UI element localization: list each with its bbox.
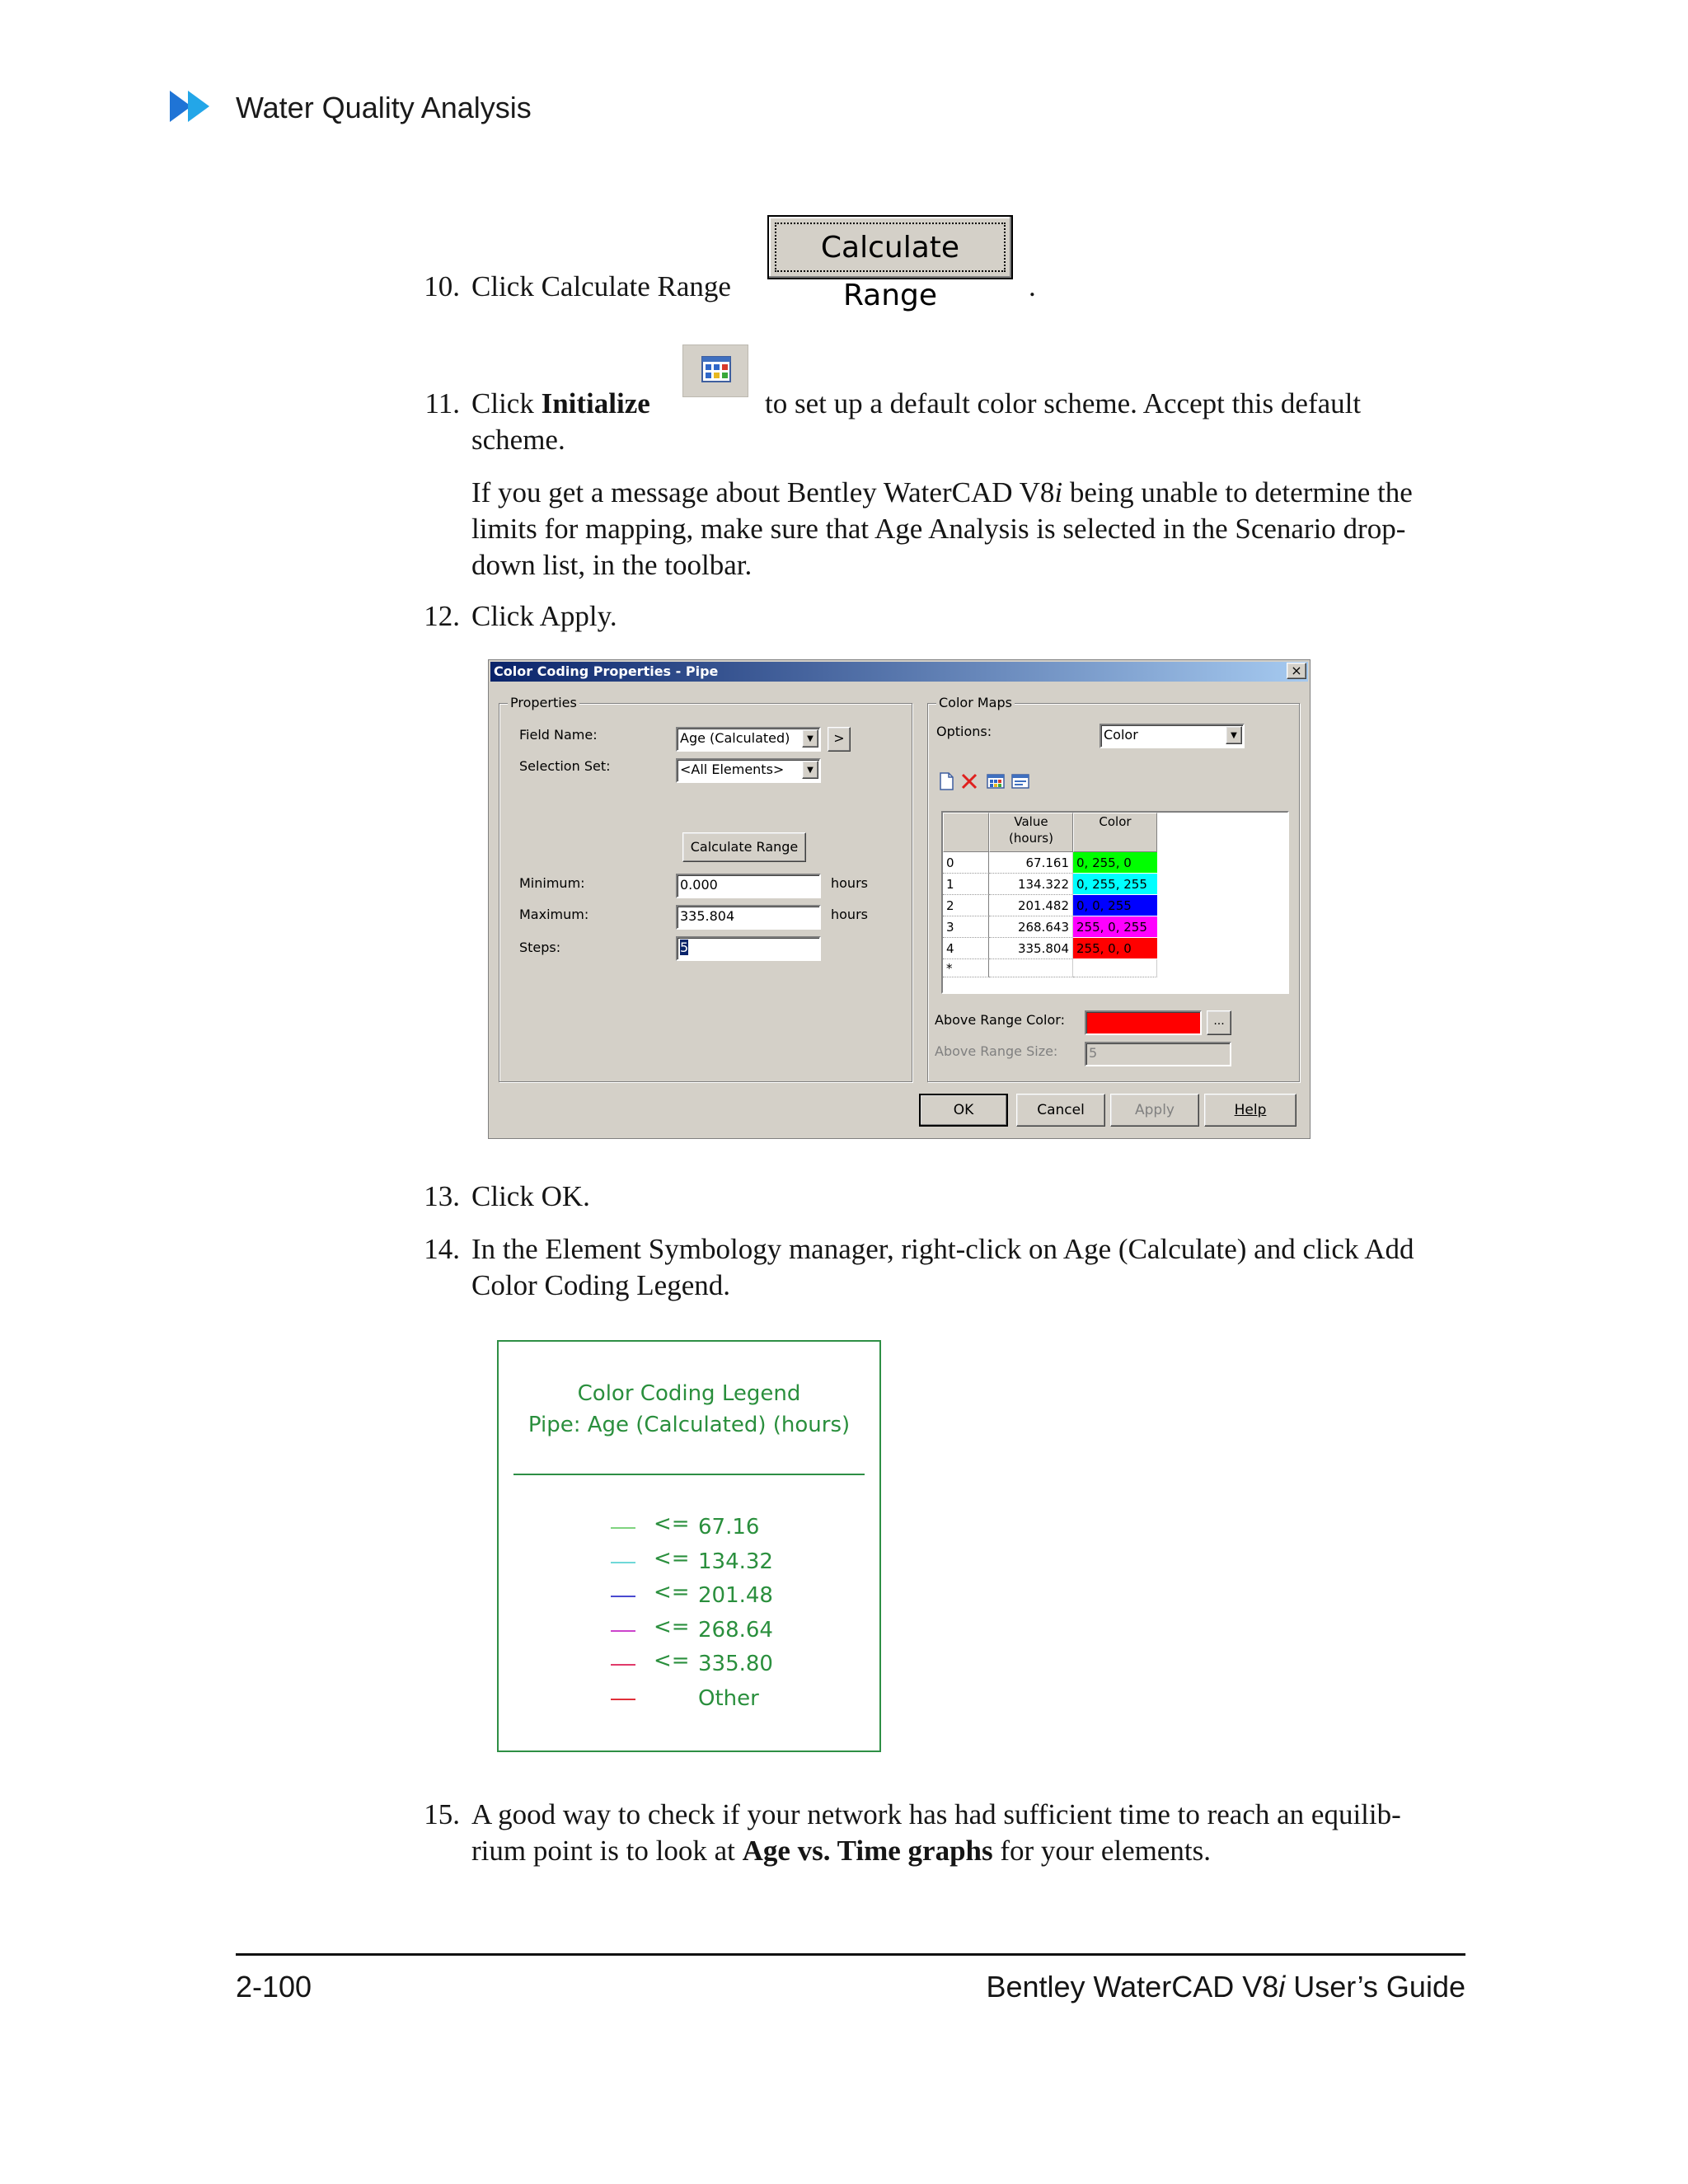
above-range-size-label: Above Range Size: bbox=[935, 1043, 1058, 1059]
help-button[interactable]: Help bbox=[1204, 1094, 1296, 1127]
row-value[interactable]: 268.643 bbox=[989, 916, 1073, 938]
selection-set-label: Selection Set: bbox=[519, 758, 611, 774]
legend-swatch-line bbox=[611, 1699, 635, 1700]
note-line2: limits for mapping, make sure that Age Analysis is selected in the Scenario drop- bbox=[471, 513, 1406, 545]
legend-operator: <= bbox=[654, 1580, 690, 1605]
row-value[interactable]: 67.161 bbox=[989, 852, 1073, 874]
row-index: 1 bbox=[943, 874, 989, 895]
legend-value: 134.32 bbox=[698, 1549, 773, 1574]
new-icon[interactable] bbox=[936, 771, 956, 791]
step-number: 10. bbox=[424, 270, 460, 302]
legend-swatch-line bbox=[611, 1630, 635, 1632]
row-index: 2 bbox=[943, 895, 989, 916]
row-color[interactable]: 0, 0, 255 bbox=[1073, 895, 1157, 916]
options-value: Color bbox=[1104, 727, 1138, 743]
double-arrow-icon bbox=[170, 89, 221, 124]
row-index: 0 bbox=[943, 852, 989, 874]
initialize-icon[interactable] bbox=[986, 771, 1006, 791]
selection-set-value: <All Elements> bbox=[680, 762, 785, 777]
chevron-down-icon[interactable]: ▼ bbox=[1226, 726, 1242, 744]
minimum-label: Minimum: bbox=[519, 875, 585, 891]
field-name-value: Age (Calculated) bbox=[680, 730, 790, 746]
chevron-down-icon[interactable]: ▼ bbox=[802, 729, 818, 748]
options-label: Options: bbox=[936, 724, 992, 739]
color-maps-group-label: Color Maps bbox=[936, 695, 1015, 710]
step-text-continued: to set up a default color scheme. Accept this default bbox=[765, 387, 1362, 419]
step-text: Click Calculate Range bbox=[471, 270, 731, 302]
legend-swatch-line bbox=[611, 1596, 635, 1597]
step-text-line1: In the Element Symbology manager, right-click on Age (Calculate) and click Add bbox=[471, 1233, 1414, 1265]
ok-button[interactable]: OK bbox=[919, 1094, 1008, 1127]
legend-value: 67.16 bbox=[698, 1515, 760, 1540]
row-color[interactable]: 255, 0, 0 bbox=[1073, 938, 1157, 959]
calculate-range-button-image bbox=[767, 215, 1013, 312]
calculate-range-button-label: Calculate Range bbox=[775, 223, 1006, 272]
legend-swatch-line bbox=[611, 1562, 635, 1563]
row-index: 4 bbox=[943, 938, 989, 959]
calculate-range-button[interactable]: Calculate Range bbox=[682, 832, 806, 862]
delete-icon[interactable] bbox=[959, 771, 979, 791]
properties-icon[interactable] bbox=[1010, 771, 1030, 791]
step-number: 11. bbox=[424, 387, 460, 419]
color-coding-properties-dialog bbox=[488, 659, 1311, 1139]
legend-value: Other bbox=[698, 1685, 759, 1711]
row-index: 3 bbox=[943, 916, 989, 938]
new-row-color[interactable] bbox=[1073, 959, 1157, 977]
guide-title: Bentley WaterCAD V8i User’s Guide bbox=[986, 1970, 1465, 2004]
row-color[interactable]: 255, 0, 255 bbox=[1073, 916, 1157, 938]
step-text: Click OK. bbox=[471, 1180, 590, 1212]
step-number: 13. bbox=[424, 1180, 460, 1212]
minimum-unit: hours bbox=[831, 875, 868, 891]
field-name-select[interactable] bbox=[676, 727, 821, 752]
field-name-label: Field Name: bbox=[519, 727, 598, 743]
legend-value: 335.80 bbox=[698, 1652, 773, 1676]
above-range-color-label: Above Range Color: bbox=[935, 1012, 1065, 1028]
steps-input[interactable] bbox=[676, 936, 821, 961]
selection-set-select[interactable] bbox=[676, 758, 821, 783]
legend-swatch-line bbox=[611, 1664, 635, 1666]
note-line1: If you get a message about Bentley WaterCAD V8i being unable to determine the bbox=[471, 476, 1413, 509]
legend-swatch-line bbox=[611, 1527, 635, 1529]
options-select[interactable] bbox=[1100, 724, 1245, 748]
color-coding-legend bbox=[497, 1340, 881, 1752]
step-number: 15. bbox=[424, 1798, 460, 1830]
legend-operator: <= bbox=[654, 1511, 690, 1536]
new-row-value[interactable] bbox=[989, 959, 1073, 977]
color-maps-group bbox=[927, 695, 1300, 1082]
legend-title: Color Coding Legend bbox=[577, 1381, 801, 1406]
section-title: Water Quality Analysis bbox=[236, 91, 532, 124]
note-line3: down list, in the toolbar. bbox=[471, 549, 753, 581]
step-text: Click Apply. bbox=[471, 600, 617, 632]
above-range-size-input[interactable]: 5 bbox=[1085, 1042, 1231, 1066]
maximum-unit: hours bbox=[831, 907, 868, 922]
legend-subtitle: Pipe: Age (Calculated) (hours) bbox=[528, 1413, 851, 1437]
column-header-value: Value (hours) bbox=[989, 813, 1073, 852]
maximum-label: Maximum: bbox=[519, 907, 589, 922]
row-value[interactable]: 134.322 bbox=[989, 874, 1073, 895]
cancel-button[interactable]: Cancel bbox=[1016, 1094, 1105, 1127]
above-range-color-swatch[interactable] bbox=[1085, 1010, 1202, 1035]
new-row-marker: * bbox=[943, 959, 989, 977]
close-button[interactable]: × bbox=[1287, 663, 1306, 679]
legend-divider bbox=[513, 1474, 865, 1475]
step-text-line2: rium point is to look at Age vs. Time graphs for your elements. bbox=[471, 1835, 1211, 1867]
step-text-line2: Color Coding Legend. bbox=[471, 1269, 730, 1301]
step-text-line1: A good way to check if your network has had sufficient time to reach an equilib- bbox=[471, 1798, 1401, 1830]
color-map-table[interactable] bbox=[941, 811, 1289, 994]
steps-label: Steps: bbox=[519, 940, 561, 955]
legend-value: 268.64 bbox=[698, 1617, 773, 1643]
footer-rule bbox=[236, 1953, 1465, 1956]
row-color[interactable]: 0, 255, 255 bbox=[1073, 874, 1157, 895]
table-corner bbox=[943, 813, 989, 852]
above-range-color-picker-button[interactable]: ... bbox=[1207, 1010, 1231, 1035]
initialize-icon bbox=[682, 344, 748, 397]
properties-group-label: Properties bbox=[508, 695, 579, 710]
chevron-down-icon[interactable]: ▼ bbox=[802, 761, 818, 779]
step-trailing-period: . bbox=[1029, 270, 1036, 302]
dialog-title: Color Coding Properties - Pipe bbox=[490, 662, 1308, 682]
column-header-color: Color bbox=[1073, 813, 1157, 852]
step-text: Click Initialize bbox=[471, 387, 650, 419]
step-number: 12. bbox=[424, 600, 460, 632]
row-value[interactable]: 335.804 bbox=[989, 938, 1073, 959]
field-name-more-button[interactable]: > bbox=[828, 727, 851, 752]
legend-operator: <= bbox=[654, 1545, 690, 1571]
properties-group bbox=[499, 695, 912, 1082]
legend-operator: <= bbox=[654, 1648, 690, 1673]
steps-value: 5 bbox=[680, 940, 689, 955]
legend-operator: <= bbox=[654, 1614, 690, 1639]
legend-value: 201.48 bbox=[698, 1583, 773, 1608]
apply-button[interactable]: Apply bbox=[1110, 1094, 1199, 1127]
row-value[interactable]: 201.482 bbox=[989, 895, 1073, 916]
step-text-line2: scheme. bbox=[471, 424, 565, 456]
row-color[interactable]: 0, 255, 0 bbox=[1073, 852, 1157, 874]
maximum-input[interactable]: 335.804 bbox=[676, 905, 821, 930]
page-number: 2-100 bbox=[236, 1970, 312, 2004]
minimum-input[interactable]: 0.000 bbox=[676, 874, 821, 898]
step-number: 14. bbox=[424, 1233, 460, 1265]
